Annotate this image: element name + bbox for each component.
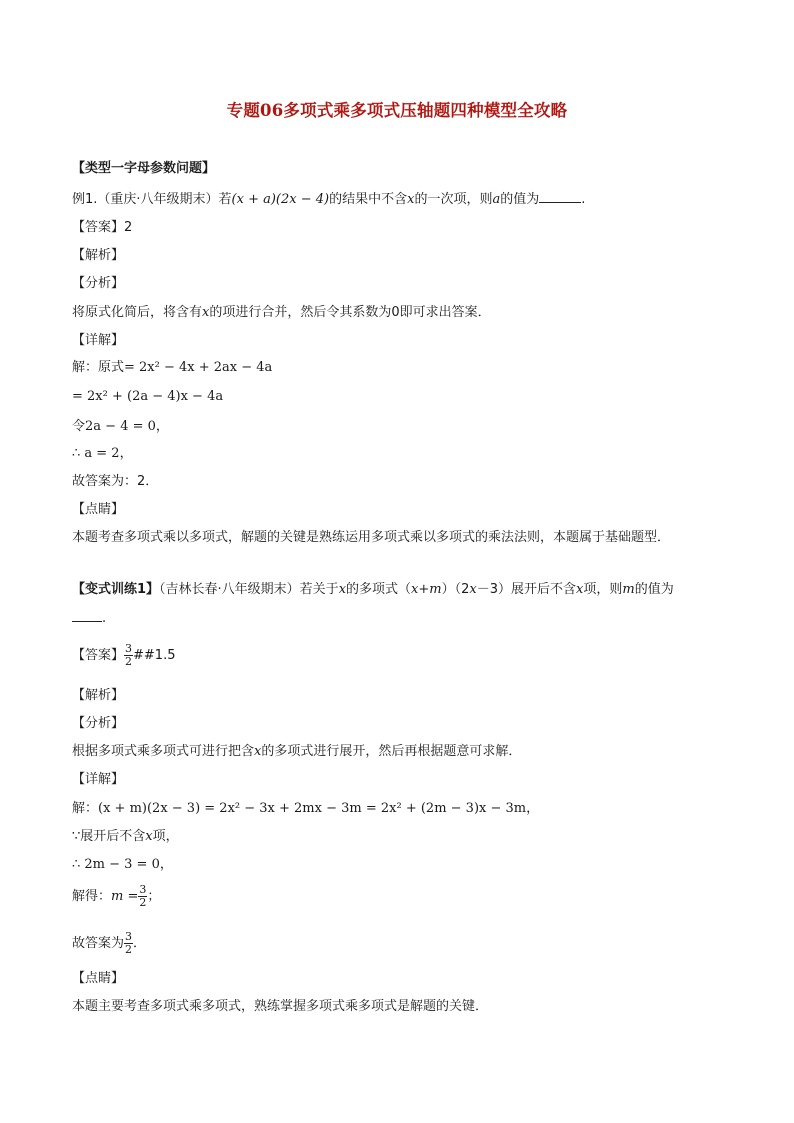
s2-step5-suffix: ． xyxy=(133,936,147,951)
q2-expression: x+m xyxy=(411,582,442,597)
section1-question xyxy=(72,190,585,209)
s2-step4-prefix: 解得： xyxy=(72,889,112,904)
section2-fenxi-label: 【分析】 xyxy=(72,716,125,731)
section1-comment-text: 本题考查多项式乘以多项式，解题的关键是熟练运用多项式乘以多项式的乘法法则，本题属于基础题型． xyxy=(72,530,671,545)
answer2-num: 3 xyxy=(125,642,133,655)
step2-expression: = 2x² + (2a − 4)x − 4a xyxy=(72,389,224,404)
section2-comment-text: 本题主要考查多项式乘多项式，熟练掌握多项式乘多项式是解题的关键． xyxy=(72,999,489,1014)
section1-analysis-label: 【解析】 xyxy=(72,248,125,263)
s2-step1-suffix: ， xyxy=(526,801,540,816)
section2-step1 xyxy=(72,800,539,818)
q2-answer-blank[interactable] xyxy=(72,609,102,622)
q1-prefix: 例1.（重庆·八年级期末）若 xyxy=(72,192,232,207)
section1-detail-label: 【详解】 xyxy=(72,333,125,348)
section1-comment-label: 【点睛】 xyxy=(72,502,125,517)
answer2-label: 【答案】 xyxy=(72,648,125,663)
s2-step2-suffix: 项， xyxy=(152,829,179,844)
answer-value: 2 xyxy=(124,220,133,235)
section2-analysis-label: 【解析】 xyxy=(72,688,125,703)
q1-var-x: x xyxy=(407,192,415,207)
q2-text2: 的多项式（ xyxy=(346,582,412,597)
s2-step5-fraction xyxy=(124,931,133,956)
s2-step4-den: 2 xyxy=(139,896,147,909)
section2-question xyxy=(72,581,674,599)
q1-expression: (x + a)(2x − 4) xyxy=(231,192,330,207)
s2-step1-expression: (x + m)(2x − 3) = 2x² − 3x + 2mx − 3m = 2x² + (2m − 3)x − 3m xyxy=(98,801,527,816)
section2-step4 xyxy=(72,884,160,909)
section2-detail-label: 【详解】 xyxy=(72,772,125,787)
s2-step4-suffix: ； xyxy=(147,889,161,904)
q1-mid: 的结果中不含 xyxy=(329,192,408,207)
q2-text: （吉林长春·八年级期末）若关于 xyxy=(159,582,339,597)
q1-suffix: 的值为 xyxy=(500,192,540,207)
answer2-den: 2 xyxy=(125,655,133,668)
section2-fenxi-text xyxy=(72,743,521,761)
q2-var-m: m xyxy=(622,582,635,597)
fenxi2-var-x: x xyxy=(254,744,262,759)
section1-step4 xyxy=(72,445,133,463)
s2-step4-lhs: m = xyxy=(111,889,139,904)
q2-text4: －3）展开后不含 xyxy=(476,582,577,597)
fenxi-text: 将原式化简后，将含有 xyxy=(72,305,203,320)
fenxi2-text2: 的多项式进行展开，然后再根据题意可求解． xyxy=(261,744,522,759)
s2-step4-num: 3 xyxy=(139,883,147,896)
section2-heading: 【变式训练1】 xyxy=(72,582,160,597)
step1-expression: = 2x² − 4x + 2ax − 4a xyxy=(124,360,273,375)
section2-answer xyxy=(72,643,175,668)
section2-comment-label: 【点睛】 xyxy=(72,971,125,986)
s2-step1-prefix: 解： xyxy=(72,801,99,816)
s2-step3-suffix: ， xyxy=(159,857,173,872)
q2-var-x3: x xyxy=(576,582,584,597)
q2-text5: 项，则 xyxy=(583,582,623,597)
answer-label: 【答案】 xyxy=(72,220,125,235)
s2-step5-den: 2 xyxy=(125,943,133,956)
s2-step2-prefix: ∵展开后不含 xyxy=(72,829,146,844)
section1-fenxi-label: 【分析】 xyxy=(72,276,125,291)
s2-step2-var-x: x xyxy=(145,829,153,844)
fenxi2-text: 根据多项式乘多项式可进行把含 xyxy=(72,744,255,759)
s2-step5-prefix: 故答案为 xyxy=(72,936,125,951)
q2-text6: 的值为 xyxy=(634,582,674,597)
q2-var-x: x xyxy=(338,582,347,597)
q1-mid2: 的一次项，则 xyxy=(414,192,493,207)
step3-prefix: 令 xyxy=(72,419,86,434)
step3-expression: 2a − 4 = 0 xyxy=(85,419,156,434)
fenxi-var-x: x xyxy=(202,305,210,320)
page-title: 专题06多项式乘多项式压轴题四种模型全攻略 xyxy=(226,101,568,120)
section1-step3 xyxy=(72,418,169,436)
s2-step3-expression: ∴ 2m − 3 = 0 xyxy=(72,857,160,872)
section2-blank-line xyxy=(72,609,106,628)
section1-step1 xyxy=(72,359,272,377)
q1-var-a: a xyxy=(492,192,501,207)
answer2-alt: ##1.5 xyxy=(133,648,176,663)
step4-suffix: ， xyxy=(119,446,133,461)
q1-end: . xyxy=(581,192,586,207)
section1-answer xyxy=(72,219,132,237)
q2-var-x2: x xyxy=(469,582,477,597)
step3-suffix: ， xyxy=(155,419,169,434)
step4-expression: ∴ a = 2 xyxy=(72,446,120,461)
q2-end: . xyxy=(102,611,107,626)
q2-text3: ）（2 xyxy=(441,582,470,597)
section2-step5 xyxy=(72,931,146,956)
section1-step2 xyxy=(72,388,223,406)
fenxi-text2: 的项进行合并，然后令其系数为0即可求出答案． xyxy=(209,305,491,320)
section1-heading: 【类型一字母参数问题】 xyxy=(72,161,216,176)
section1-step5: 故答案为：2． xyxy=(72,474,159,489)
answer2-fraction xyxy=(124,643,133,668)
section2-step3 xyxy=(72,856,173,874)
section1-fenxi-text xyxy=(72,304,491,322)
s2-step5-num: 3 xyxy=(125,930,133,943)
q1-answer-blank[interactable] xyxy=(539,190,581,203)
step1-prefix: 解：原式 xyxy=(72,360,125,375)
section2-step2 xyxy=(72,828,179,846)
